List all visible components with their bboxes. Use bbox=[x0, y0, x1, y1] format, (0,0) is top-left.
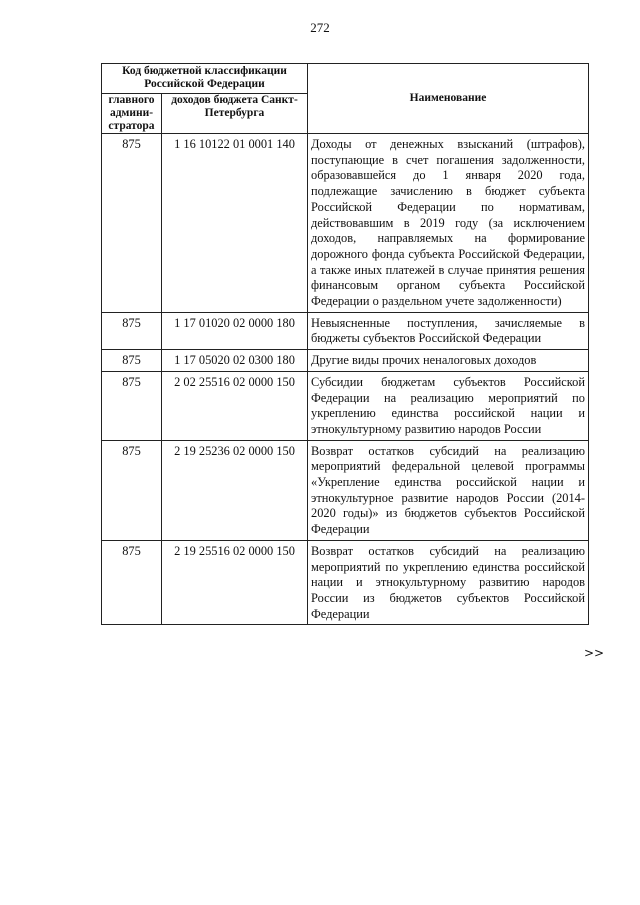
cell-income-code: 1 16 10122 01 0001 140 bbox=[162, 134, 308, 313]
cell-admin-code: 875 bbox=[102, 440, 162, 540]
header-classification-code: Код бюджетной классификации Российской Федерации bbox=[102, 64, 308, 94]
cell-admin-code: 875 bbox=[102, 312, 162, 349]
cell-name: Невыясненные поступления, зачисляемые в бюджеты субъектов Российской Федерации bbox=[308, 312, 589, 349]
cell-name: Возврат остатков субсидий на реализацию мероприятий федеральной целевой программы «Укрепление единства российской нации и этнокультурное развитие народов России (2014-2020 годы)» из бюджетов субъектов Российской Федерации bbox=[308, 440, 589, 540]
cell-name: Доходы от денежных взысканий (штрафов), поступающие в счет погашения задолженности, образовавшейся до 1 января 2020 года, подлежащие зачислению в бюджет субъекта Российской Федерации по нормативам, действовавшим в 2019 году (за исключением доходов, направляемых на формирование дорожного фонда субъекта Российской Федерации, а также иных платежей в случае принятия решения финансовым органом субъекта Российской Федерации о раздельном учете задолженности) bbox=[308, 134, 589, 313]
table-row bbox=[102, 134, 589, 313]
cell-admin-code: 875 bbox=[102, 540, 162, 625]
table-row bbox=[102, 371, 589, 440]
cell-name: Другие виды прочих неналоговых доходов bbox=[308, 350, 589, 372]
cell-admin-code: 875 bbox=[102, 371, 162, 440]
header-budget-income: доходов бюджета Санкт-Петербурга bbox=[162, 94, 308, 134]
cell-income-code: 2 02 25516 02 0000 150 bbox=[162, 371, 308, 440]
budget-classification-table bbox=[101, 63, 589, 625]
table-row bbox=[102, 312, 589, 349]
header-name: Наименование bbox=[308, 64, 589, 134]
cell-income-code: 2 19 25516 02 0000 150 bbox=[162, 540, 308, 625]
header-main-administrator: главного админи-стратора bbox=[102, 94, 162, 134]
cell-admin-code: 875 bbox=[102, 350, 162, 372]
header-row-group bbox=[102, 64, 589, 94]
cell-admin-code: 875 bbox=[102, 134, 162, 313]
cell-income-code: 2 19 25236 02 0000 150 bbox=[162, 440, 308, 540]
continuation-mark: >> bbox=[584, 646, 605, 660]
cell-name: Возврат остатков субсидий на реализацию мероприятий по укреплению единства российской нации и этнокультурному развитию народов России из бюджетов субъектов Российской Федерации bbox=[308, 540, 589, 625]
table-row bbox=[102, 440, 589, 540]
page-number: 272 bbox=[310, 20, 330, 35]
table-row bbox=[102, 350, 589, 372]
table-row bbox=[102, 540, 589, 625]
cell-income-code: 1 17 01020 02 0000 180 bbox=[162, 312, 308, 349]
cell-name: Субсидии бюджетам субъектов Российской Федерации на реализацию мероприятий по укреплению единства российской нации и этнокультурному развитию народов России bbox=[308, 371, 589, 440]
cell-income-code: 1 17 05020 02 0300 180 bbox=[162, 350, 308, 372]
